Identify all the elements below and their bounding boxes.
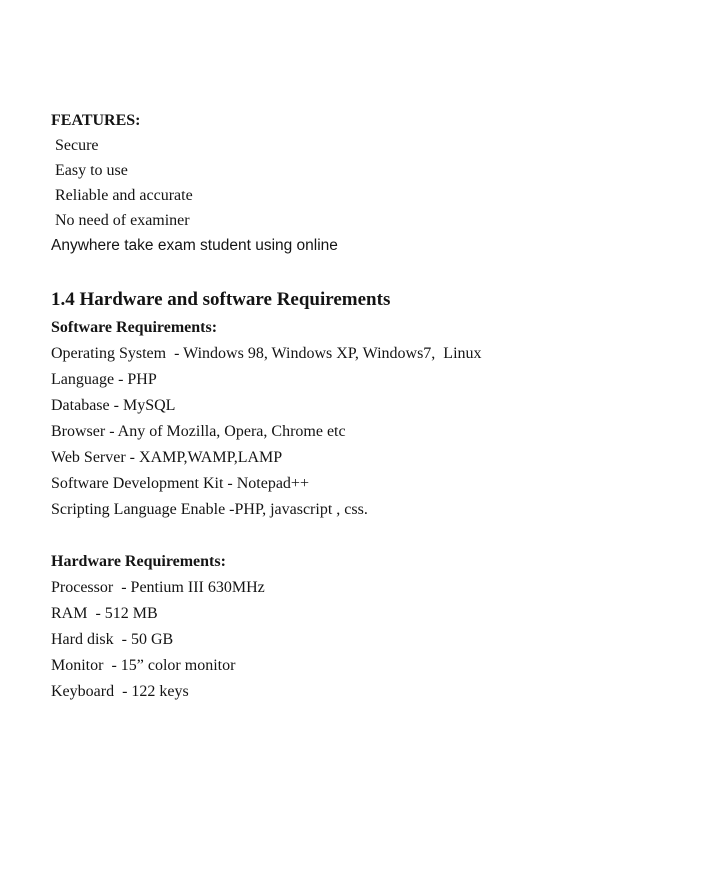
- feature-item: Secure: [55, 137, 99, 154]
- software-requirements-section: [51, 315, 668, 523]
- hardware-requirement-line: RAM - 512 MB: [51, 605, 158, 622]
- feature-item: Easy to use: [55, 162, 128, 179]
- software-requirement-line: Language - PHP: [51, 371, 157, 388]
- software-requirements-heading: Software Requirements:: [51, 319, 218, 336]
- features-heading: FEATURES:: [51, 112, 141, 129]
- feature-item: Reliable and accurate: [55, 187, 193, 204]
- hardware-requirement-line: Keyboard - 122 keys: [51, 683, 189, 700]
- hardware-requirements-heading: Hardware Requirements:: [51, 553, 226, 570]
- software-requirement-line: Browser - Any of Mozilla, Opera, Chrome etc: [51, 423, 346, 440]
- hardware-requirement-line: Processor - Pentium III 630MHz: [51, 579, 265, 596]
- software-requirement-line: Database - MySQL: [51, 397, 176, 414]
- hardware-requirements-section: [51, 549, 668, 705]
- section-heading: 1.4 Hardware and software Requirements: [51, 289, 391, 310]
- software-requirement-line: Scripting Language Enable -PHP, javascript , css.: [51, 501, 368, 518]
- features-section: [51, 108, 668, 258]
- software-requirement-line: Software Development Kit - Notepad++: [51, 475, 309, 492]
- software-requirement-line: Operating System - Windows 98, Windows XP, Windows7, Linux: [51, 345, 482, 362]
- software-requirement-line: Web Server - XAMP,WAMP,LAMP: [51, 449, 283, 466]
- feature-item: No need of examiner: [55, 212, 190, 229]
- hardware-requirement-line: Monitor - 15” color monitor: [51, 657, 236, 674]
- feature-item-sans: Anywhere take exam student using online: [51, 237, 338, 254]
- hardware-requirement-line: Hard disk - 50 GB: [51, 631, 174, 648]
